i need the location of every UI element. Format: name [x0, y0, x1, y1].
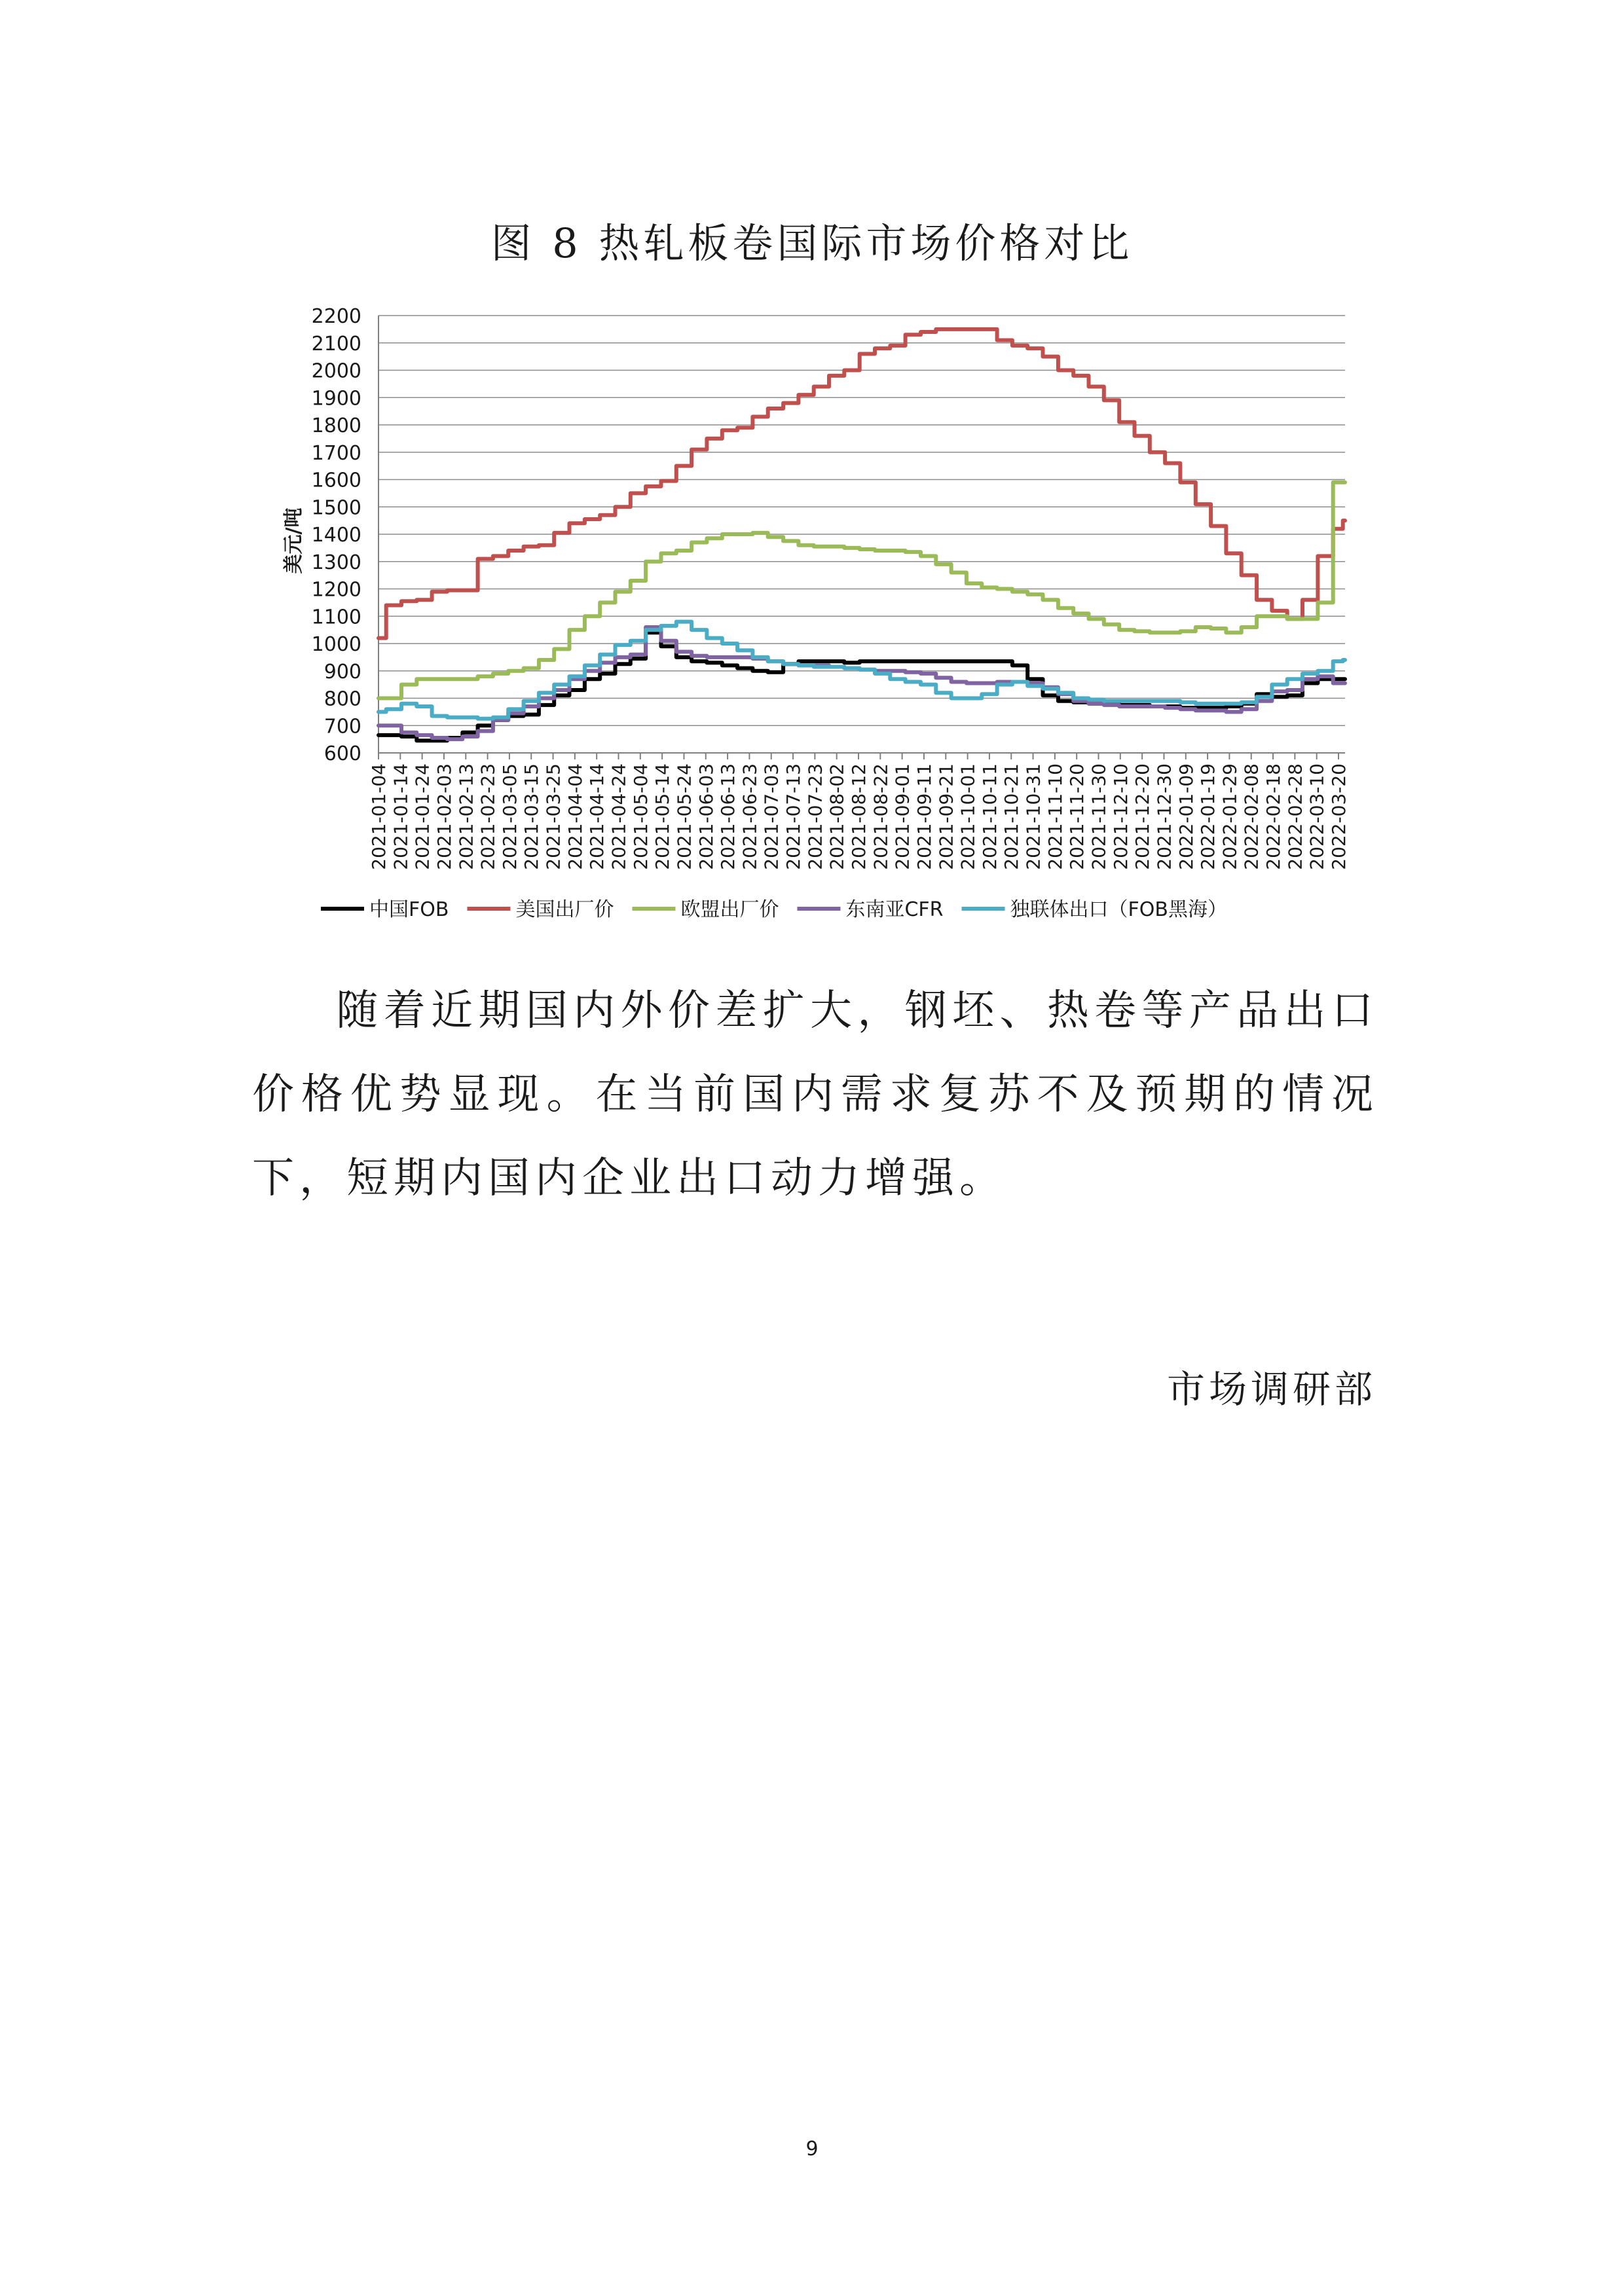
x-tick-label: 2021-10-11 [978, 763, 1001, 870]
x-tick-label: 2021-05-24 [673, 763, 695, 870]
y-tick-label: 1300 [311, 551, 361, 574]
y-tick-label: 1200 [311, 578, 361, 602]
x-tick-label: 2022-01-19 [1197, 763, 1219, 870]
y-axis-label: 美元/吨 [282, 507, 305, 574]
x-tick-label: 2021-04-14 [586, 763, 608, 870]
page-number: 9 [805, 2138, 819, 2160]
chart-legend [321, 898, 1227, 921]
x-tick-label: 2021-04-24 [608, 763, 630, 870]
figure-title: 图 8 热轧板卷国际市场价格对比 [490, 219, 1134, 267]
x-tick-label: 2021-10-01 [957, 763, 979, 870]
x-tick-label: 2021-03-25 [542, 763, 564, 870]
y-tick-label: 2000 [311, 359, 361, 383]
series-line-1 [378, 632, 1345, 740]
x-tick-label: 2021-11-20 [1066, 763, 1088, 870]
x-tick-label: 2021-08-22 [870, 763, 892, 870]
y-tick-label: 700 [323, 715, 361, 738]
department-signature: 市场调研部 [1166, 1367, 1376, 1412]
y-tick-label: 1000 [311, 633, 361, 656]
legend-label: 美国出厂价 [515, 898, 614, 921]
chart-gridlines [378, 316, 1345, 753]
x-tick-label: 2021-04-04 [564, 763, 586, 870]
x-tick-label: 2022-01-09 [1175, 763, 1197, 870]
x-tick-label: 2022-03-20 [1328, 763, 1350, 870]
x-tick-label: 2021-08-02 [826, 763, 848, 870]
x-tick-label: 2021-06-13 [717, 763, 739, 870]
legend-label: 独联体出口（FOB黑海） [1010, 898, 1227, 921]
x-tick-label: 2021-02-03 [433, 763, 455, 870]
x-tick-label: 2021-09-01 [891, 763, 913, 870]
x-tick-label: 2021-01-14 [390, 763, 412, 870]
y-tick-label: 1600 [311, 469, 361, 492]
x-tick-label: 2021-12-30 [1153, 763, 1175, 870]
y-tick-label: 1800 [311, 414, 361, 437]
series-line-2 [378, 329, 1345, 638]
x-tick-label: 2022-01-29 [1219, 763, 1241, 870]
x-tick-label: 2021-03-05 [498, 763, 521, 870]
x-tick-label: 2021-08-12 [848, 763, 870, 870]
x-tick-label: 2021-11-10 [1044, 763, 1066, 870]
y-tick-label: 1500 [311, 496, 361, 520]
chart-axes [282, 305, 1350, 870]
y-tick-label: 1900 [311, 387, 361, 410]
x-tick-label: 2021-10-21 [1001, 763, 1023, 870]
body-paragraph [252, 969, 1378, 1220]
y-tick-label: 1700 [311, 441, 361, 465]
x-tick-label: 2021-03-15 [521, 763, 543, 870]
legend-label: 东南亚CFR [845, 898, 944, 921]
x-tick-label: 2021-01-04 [368, 763, 390, 870]
x-tick-label: 2022-02-08 [1240, 763, 1263, 870]
x-tick-label: 2021-06-23 [739, 763, 761, 870]
x-tick-label: 2021-09-21 [935, 763, 957, 870]
x-tick-label: 2021-11-30 [1088, 763, 1110, 870]
series-line-3 [378, 483, 1345, 699]
chart-series [378, 329, 1345, 740]
y-tick-label: 800 [323, 687, 361, 711]
x-tick-label: 2022-02-18 [1263, 763, 1285, 870]
x-tick-label: 2021-05-14 [652, 763, 674, 870]
x-tick-label: 2022-03-10 [1306, 763, 1328, 870]
x-tick-label: 2021-07-03 [760, 763, 783, 870]
x-tick-label: 2021-12-20 [1132, 763, 1154, 870]
price-comparison-chart [0, 0, 1624, 949]
y-tick-label: 1400 [311, 524, 361, 547]
x-tick-label: 2021-09-11 [913, 763, 935, 870]
y-tick-label: 900 [323, 660, 361, 683]
x-tick-label: 2022-02-28 [1284, 763, 1306, 870]
x-tick-label: 2021-02-23 [477, 763, 499, 870]
x-tick-label: 2021-01-24 [411, 763, 434, 870]
x-tick-label: 2021-06-03 [695, 763, 717, 870]
x-tick-label: 2021-02-13 [455, 763, 477, 870]
y-tick-label: 2200 [311, 305, 361, 328]
x-tick-label: 2021-05-04 [629, 763, 652, 870]
y-tick-label: 600 [323, 742, 361, 765]
paragraph-text: 随着近期国内外价差扩大，钢坯、热卷等产品出口价格优势显现。在当前国内需求复苏不及预期的情况下，短期内国内企业出口动力增强。 [252, 987, 1378, 1203]
x-tick-label: 2021-10-31 [1022, 763, 1044, 870]
x-tick-label: 2021-07-13 [783, 763, 805, 870]
y-tick-label: 1100 [311, 606, 361, 629]
x-tick-label: 2021-07-23 [804, 763, 826, 870]
y-tick-label: 2100 [311, 332, 361, 355]
legend-label: 欧盟出厂价 [680, 898, 779, 921]
x-tick-label: 2021-12-10 [1109, 763, 1132, 870]
legend-label: 中国FOB [369, 898, 449, 921]
